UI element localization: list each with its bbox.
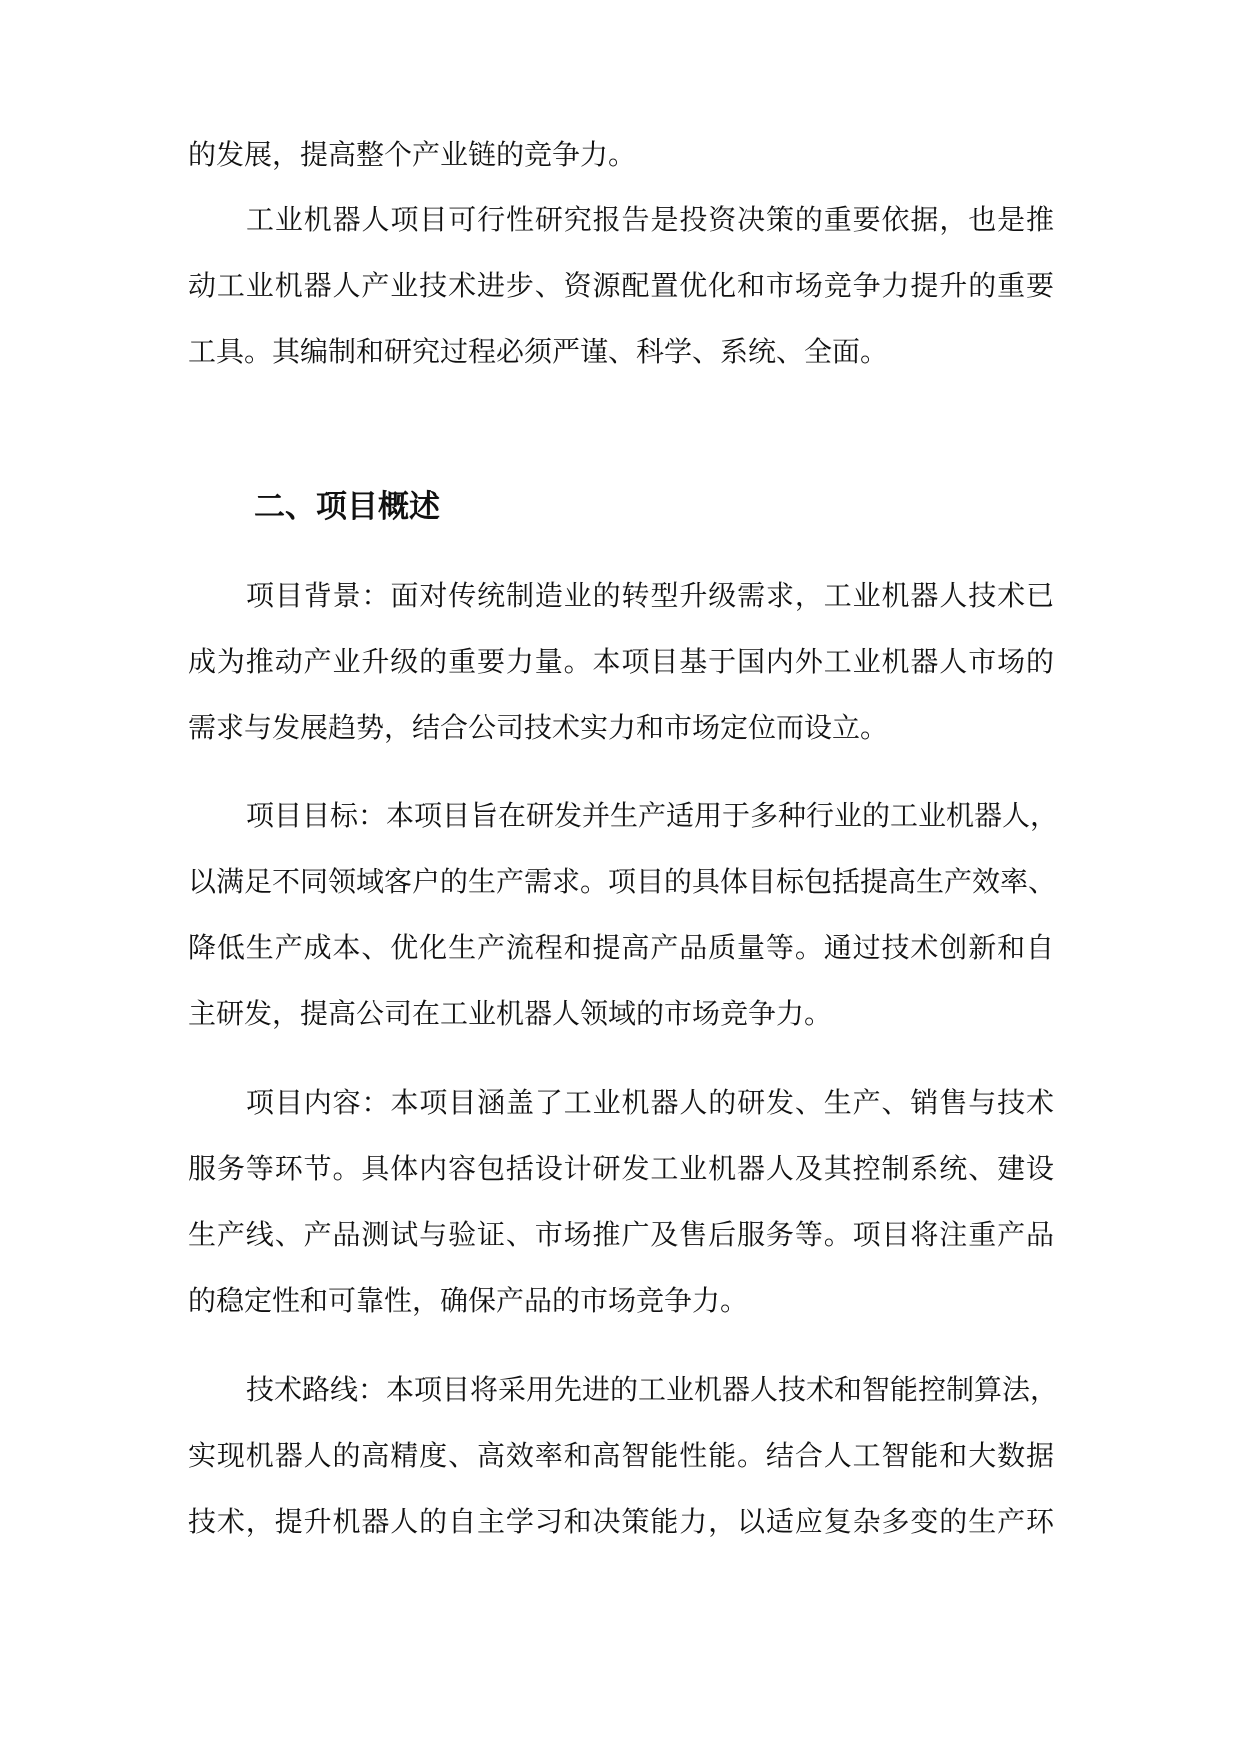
paragraph-intro-line-1: 工业机器人项目可行性研究报告是投资决策的重要依据，也是推: [246, 203, 1054, 236]
paragraph-intro-line-3: 工具。其编制和研究过程必须严谨、科学、系统、全面。: [188, 335, 889, 368]
section-heading: 二、项目概述: [254, 489, 440, 525]
paragraph-objectives-line-4: 主研发，提高公司在工业机器人领域的市场竞争力。: [188, 997, 833, 1030]
paragraph-background-line-1: 项目背景：面对传统制造业的转型升级需求，工业机器人技术已: [246, 579, 1054, 612]
paragraph-content-line-3: 生产线、产品测试与验证、市场推广及售后服务等。项目将注重产品: [188, 1218, 1054, 1251]
paragraph-content-line-1: 项目内容：本项目涵盖了工业机器人的研发、生产、销售与技术: [246, 1086, 1054, 1119]
paragraph-objectives-line-2: 以满足不同领域客户的生产需求。项目的具体目标包括提高生产效率、: [188, 865, 1057, 898]
paragraph-continuation-line-1: 的发展，提高整个产业链的竞争力。: [188, 138, 637, 171]
paragraph-intro-line-2: 动工业机器人产业技术进步、资源配置优化和市场竞争力提升的重要: [188, 269, 1054, 302]
paragraph-technical-route-line-2: 实现机器人的高精度、高效率和高智能性能。结合人工智能和大数据: [188, 1439, 1054, 1472]
paragraph-objectives-line-3: 降低生产成本、优化生产流程和提高产品质量等。通过技术创新和自: [188, 931, 1054, 964]
paragraph-background-line-2: 成为推动产业升级的重要力量。本项目基于国内外工业机器人市场的: [188, 645, 1054, 678]
paragraph-objectives-line-1: 项目目标：本项目旨在研发并生产适用于多种行业的工业机器人，: [246, 799, 1059, 832]
paragraph-content-line-2: 服务等环节。具体内容包括设计研发工业机器人及其控制系统、建设: [188, 1152, 1054, 1185]
paragraph-background-line-3: 需求与发展趋势，结合公司技术实力和市场定位而设立。: [188, 711, 889, 744]
paragraph-content-line-4: 的稳定性和可靠性，确保产品的市场竞争力。: [188, 1284, 749, 1317]
paragraph-technical-route-line-3: 技术，提升机器人的自主学习和决策能力，以适应复杂多变的生产环: [188, 1505, 1054, 1538]
paragraph-technical-route-line-1: 技术路线：本项目将采用先进的工业机器人技术和智能控制算法，: [246, 1373, 1059, 1406]
